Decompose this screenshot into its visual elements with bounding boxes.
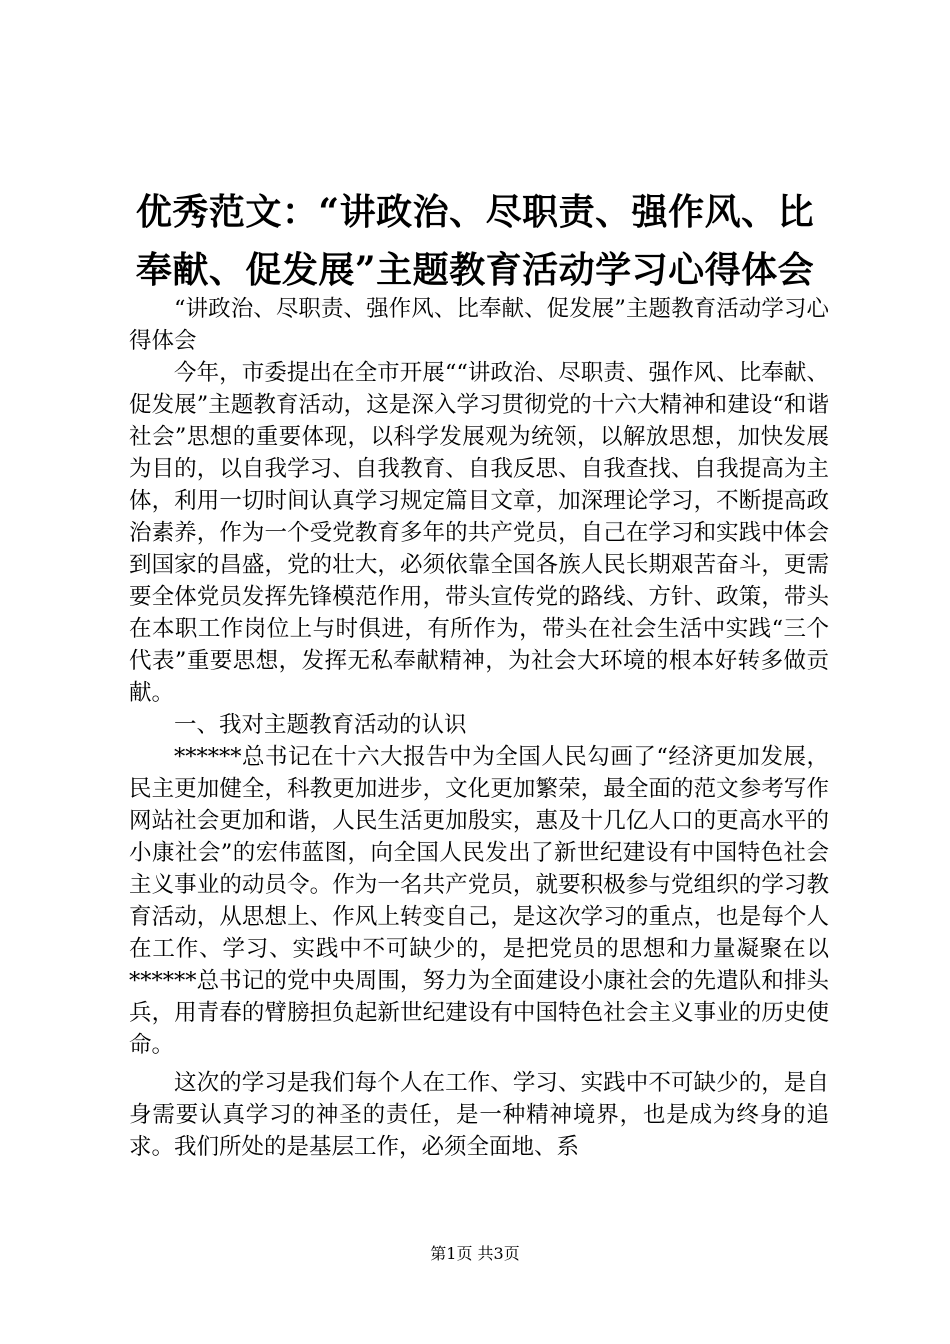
paragraph-study: 这次的学习是我们每个人在工作、学习、实践中不可缺少的，是自身需要认真学习的神圣的责任，是一种精神境界，也是成为终身的追求。我们所处的是基层工作，必须全面地、系	[129, 1070, 829, 1160]
page-footer: 第1页 共3页	[430, 1244, 520, 1263]
document-body	[129, 293, 829, 1163]
paragraph-intro: 今年，市委提出在全市开展““讲政治、尽职责、强作风、比奉献、促发展”主题教育活动，这是深入学习贯彻党的十六大精神和建设“和谐社会”思想的重要体现，以科学发展观为统领，以解放思想，加快发展为目的，以自我学习、自我教育、自我反思、自我查找、自我提高为主体，利用一切时间认真学习规定篇目文章，加深理论学习，不断提高政治素养，作为一个受党教育多年的共产党员，自己在学习和实践中体会到国家的昌盛，党的壮大，必须依靠全国各族人民长期艰苦奋斗，更需要全体党员发挥先锋模范作用，带头宣传党的路线、方针、政策，带头在本职工作岗位上与时俱进，有所作为，带头在社会生活中实践“三个代表”重要思想，发挥无私奉献精神，为社会大环境的根本好转多做贡献。	[129, 360, 829, 706]
document-title: 优秀范文：“讲政治、尽职责、强作风、比奉献、促发展”主题教育活动学习心得体会	[135, 191, 815, 291]
paragraph-subtitle: “讲政治、尽职责、强作风、比奉献、促发展”主题教育活动学习心得体会	[129, 296, 829, 354]
paragraph-section-one: ******总书记在十六大报告中为全国人民勾画了“经济更加发展，民主更加健全，科教更加进步，文化更加繁荣，最全面的范文参考写作网站社会更加和谐，人民生活更加殷实，惠及十几亿人口的更高水平的小康社会”的宏伟蓝图，向全国人民发出了新世纪建设有中国特色社会主义事业的动员令。作为一名共产党员，就要积极参与党组织的学习教育活动，从思想上、作风上转变自己，是这次学习的重点，也是每个人在工作、学习、实践中不可缺少的，是把党员的思想和力量凝聚在以******总书记的党中央周围，努力为全面建设小康社会的先遣队和排头兵，用青春的臂膀担负起新世纪建设有中国特色社会主义事业的历史使命。	[129, 744, 829, 1058]
section-heading: 一、我对主题教育活动的认识	[174, 712, 467, 738]
